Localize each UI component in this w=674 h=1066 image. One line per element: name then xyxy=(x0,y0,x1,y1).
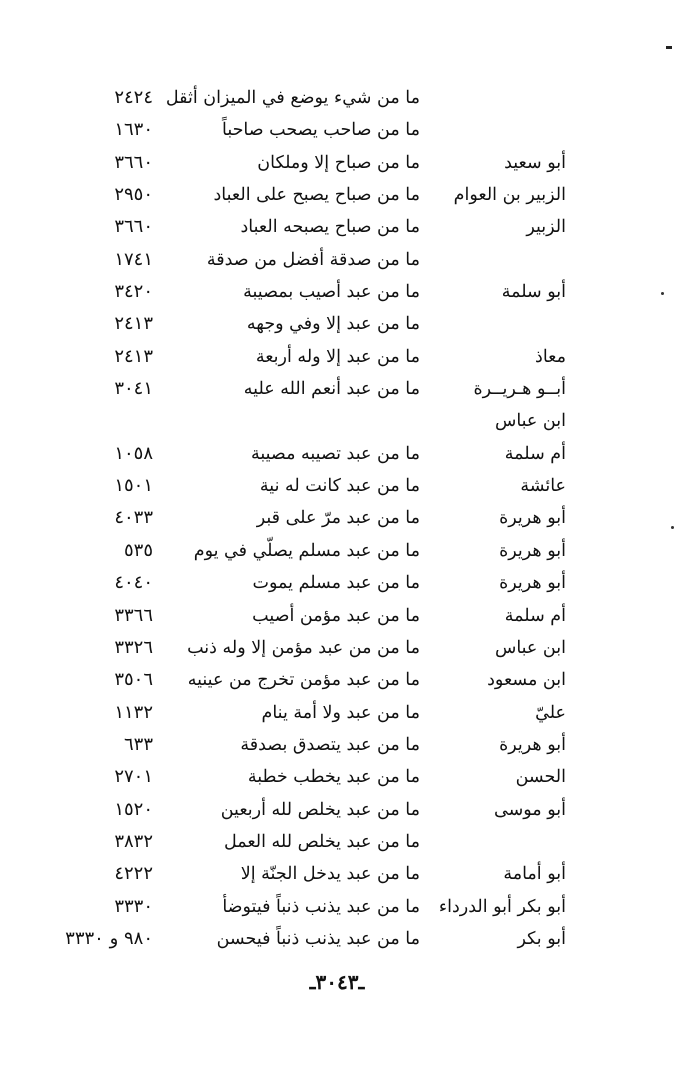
narrator-name: الحسن xyxy=(515,767,566,788)
hadith-number xyxy=(13,405,153,437)
index-row xyxy=(0,761,674,793)
narrator-name: ابن عباس xyxy=(494,411,566,432)
hadith-number: ١٠٥٨ xyxy=(114,442,153,464)
hadith-number: ٣٣٢٦ xyxy=(114,636,153,658)
index-row xyxy=(0,373,674,405)
hadith-number: ٤٠٤٠ xyxy=(114,572,153,594)
hadith-opening: ما من عبد تصيبه مصيبة xyxy=(250,443,420,464)
index-row xyxy=(0,82,674,114)
index-row xyxy=(0,535,674,567)
index-row xyxy=(0,308,674,340)
index-row xyxy=(0,211,674,243)
page-number: ـ٣٠٤٣ـ xyxy=(309,970,365,994)
hadith-number: ٢٤٢٤ xyxy=(114,87,153,108)
index-row xyxy=(0,891,674,923)
hadith-number: ٣٠٤١ xyxy=(114,378,153,400)
hadith-number: ٣٦٦٠ xyxy=(114,151,153,173)
narrator-name xyxy=(436,114,566,146)
narrator-name: أبو أمامة xyxy=(503,864,566,885)
narrator-name: ابن مسعود xyxy=(487,670,566,691)
hadith-opening: ما من عبد أصيب بمصيبة xyxy=(243,282,420,303)
narrator-name: عائشة xyxy=(520,476,566,497)
hadith-number: ١٦٣٠ xyxy=(114,119,153,141)
hadith-opening: ما من عبد يذنب ذنباً فيحسن xyxy=(216,928,420,949)
index-row xyxy=(0,179,674,211)
index-row xyxy=(0,632,674,664)
narrator-name xyxy=(436,82,566,114)
index-row xyxy=(0,405,674,437)
index-row xyxy=(0,858,674,890)
hadith-number: ٣٤٢٠ xyxy=(114,281,153,303)
index-row xyxy=(0,567,674,599)
hadith-opening: ما من عبد أنعم الله عليه xyxy=(243,379,420,400)
index-row xyxy=(0,794,674,826)
hadith-number: ٣٨٣٢ xyxy=(114,830,153,852)
hadith-number: ٢٤١٣ xyxy=(114,313,153,335)
index-table xyxy=(0,82,674,955)
hadith-number: ٢٤١٣ xyxy=(114,345,153,367)
narrator-name: الزبير بن العوام xyxy=(453,185,566,206)
hadith-number: ٣٣٦٦ xyxy=(114,604,153,626)
index-row xyxy=(0,438,674,470)
narrator-name: أبــو هـريــرة xyxy=(473,379,566,400)
narrator-name: أم سلمة xyxy=(504,605,566,626)
hadith-number: ٣٦٦٠ xyxy=(114,216,153,238)
index-row xyxy=(0,147,674,179)
narrator-name: معاذ xyxy=(535,346,566,367)
hadith-opening: ما من عبد كانت له نية xyxy=(259,476,420,497)
hadith-opening: ما من عبد ولا أمة ينام xyxy=(261,702,420,723)
narrator-name: أبو هريرة xyxy=(499,734,566,755)
hadith-opening: ما من عبد يتصدق بصدقة xyxy=(240,734,420,755)
hadith-number: ١٧٤١ xyxy=(114,248,153,270)
index-row xyxy=(0,114,674,146)
hadith-number: ٤٢٢٢ xyxy=(114,863,153,885)
index-row xyxy=(0,244,674,276)
hadith-opening: ما من من عبد مؤمن إلا وله ذنب xyxy=(187,637,420,658)
hadith-number: ٥٣٥ xyxy=(123,539,153,561)
hadith-opening: ما من عبد يدخل الجنّة إلا xyxy=(240,864,420,885)
index-row xyxy=(0,341,674,373)
narrator-name: أبو بكر أبو الدرداء xyxy=(438,896,566,917)
hadith-number: ٦٣٣ xyxy=(123,733,153,755)
index-row xyxy=(0,729,674,761)
hadith-opening: ما من عبد مسلم يموت xyxy=(252,573,420,594)
narrator-name: أبو سلمة xyxy=(501,282,566,303)
hadith-number: ٣٣٣٠ xyxy=(114,895,153,917)
index-row xyxy=(0,697,674,729)
hadith-number: ٢٩٥٠ xyxy=(114,184,153,206)
narrator-name: ابن عباس xyxy=(494,637,566,658)
hadith-number: ٩٨٠ و ٣٣٣٠ xyxy=(65,927,153,949)
index-row xyxy=(0,664,674,696)
narrator-name: أبو موسى xyxy=(494,799,566,820)
hadith-opening: ما من عبد مرّ على قبر xyxy=(256,508,420,529)
narrator-name xyxy=(436,244,566,276)
narrator-name: أم سلمة xyxy=(504,443,566,464)
hadith-opening xyxy=(158,405,420,437)
narrator-name: أبو هريرة xyxy=(499,540,566,561)
hadith-number: ١٥٠١ xyxy=(114,475,153,497)
hadith-opening: ما من عبد يذنب ذنباً فيتوضأ xyxy=(222,896,420,917)
hadith-opening: ما من عبد يخطب خطبة xyxy=(247,767,420,788)
hadith-number: ١١٣٢ xyxy=(114,701,153,723)
narrator-name: أبو سعيد xyxy=(504,152,566,173)
hadith-opening: ما من صباح يصبحه العباد xyxy=(240,217,420,238)
hadith-opening: ما من عبد مسلم يصلّي في يوم xyxy=(193,540,420,561)
narrator-name: أبو هريرة xyxy=(499,508,566,529)
narrator-name: أبو بكر xyxy=(517,928,566,949)
margin-mark xyxy=(666,46,672,49)
hadith-opening: ما من عبد مؤمن أصيب xyxy=(252,605,420,626)
narrator-name xyxy=(436,826,566,858)
hadith-opening: ما من صاحب يصحب صاحباً xyxy=(222,120,420,141)
hadith-opening: ما من شيء يوضع في الميزان أثقل xyxy=(165,88,420,108)
index-row xyxy=(0,923,674,955)
hadith-opening: ما من عبد إلا وله أربعة xyxy=(255,346,420,367)
hadith-opening: ما من عبد يخلص لله أربعين xyxy=(220,799,420,820)
index-row xyxy=(0,826,674,858)
hadith-opening: ما من صباح يصبح على العباد xyxy=(213,185,420,206)
hadith-number: ٢٧٠١ xyxy=(114,766,153,788)
hadith-opening: ما من عبد يخلص لله العمل xyxy=(223,831,420,852)
hadith-number: ١٥٢٠ xyxy=(114,798,153,820)
hadith-opening: ما من صدقة أفضل من صدقة xyxy=(206,249,420,270)
index-row xyxy=(0,470,674,502)
hadith-number: ٤٠٣٣ xyxy=(114,507,153,529)
index-row xyxy=(0,502,674,534)
narrator-name: الزبير xyxy=(526,217,566,238)
hadith-opening: ما من عبد إلا وفي وجهه xyxy=(246,314,420,335)
narrator-name: عليّ xyxy=(535,702,566,723)
hadith-number: ٣٥٠٦ xyxy=(114,669,153,691)
hadith-opening: ما من صباح إلا وملكان xyxy=(257,152,420,173)
hadith-opening: ما من عبد مؤمن تخرج من عينيه xyxy=(187,670,420,691)
narrator-name xyxy=(436,308,566,340)
index-row xyxy=(0,276,674,308)
index-row xyxy=(0,600,674,632)
narrator-name: أبو هريرة xyxy=(499,573,566,594)
